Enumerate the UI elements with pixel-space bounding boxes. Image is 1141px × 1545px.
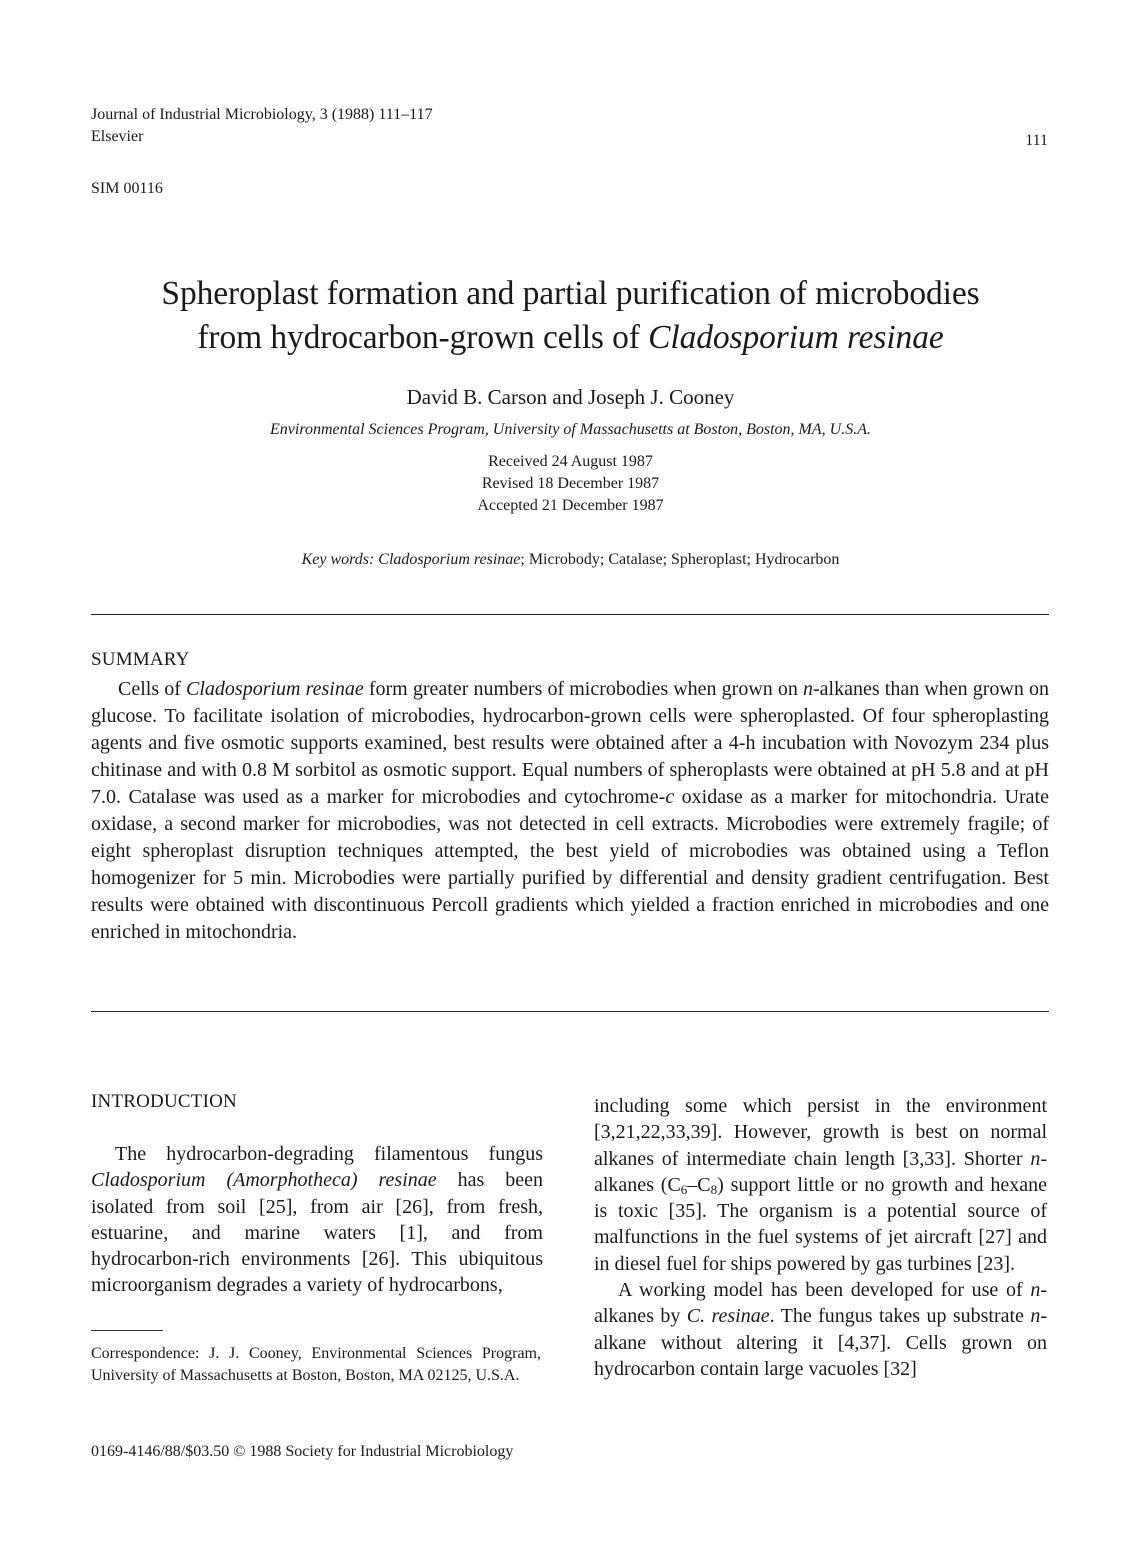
summary-seg-2: form greater numbers of microbodies when grown on xyxy=(363,678,804,700)
introduction-heading: INTRODUCTION xyxy=(91,1091,237,1112)
revised-date: Revised 18 December 1987 xyxy=(481,475,660,492)
received-date: Received 24 August 1987 xyxy=(488,453,653,470)
affiliation: Environmental Sciences Program, University of Massachusetts at Boston, Boston, MA, U.S.A. xyxy=(270,421,871,438)
summary-text xyxy=(91,676,1049,946)
intro-p2-n2: n xyxy=(1030,1305,1041,1328)
intro-right-paragraph-2 xyxy=(594,1277,1047,1382)
issn-copyright: 0169-4146/88/$03.50 © 1988 Society for Industrial Microbiology xyxy=(91,1443,514,1460)
intro-left-seg-2: has been isolated from soil [25], from air [26], from fresh, estuarine, and marine waters [1], and from hydrocarbon-rich environments [26]. This ubiquitous microorganism degrades a variety of hydrocarbons, xyxy=(91,1169,543,1297)
article-code: SIM 00116 xyxy=(91,180,163,197)
intro-left-paragraph xyxy=(91,1141,543,1299)
page-number: 111 xyxy=(1025,132,1048,149)
summary-c: c xyxy=(665,786,675,808)
intro-right-paragraph-1 xyxy=(594,1093,1047,1277)
divider-bottom xyxy=(91,1011,1049,1012)
intro-right-seg-1: including some which persist in the environment [3,21,22,33,39]. However, growth is best on normal alkanes of intermediate chain length [3,33]. Shorter xyxy=(594,1095,1047,1170)
summary-seg-3: -alkanes than when grown on glucose. To facilitate isolation of microbodies, hydrocarbon-grown cells were spheroplasted. Of four spheroplasting agents and five osmotic supports examined, best results were obtained after a 4-h incubation with Novozym 234 plus chitinase and with 0.8 M sorbitol as osmotic support. Equal numbers of spheroplasts were obtained at pH 5.8 and at pH 7.0. Catalase was used as a marker for microbodies and cytochrome- xyxy=(91,678,1049,808)
intro-species: Cladosporium (Amorphotheca) resinae xyxy=(91,1169,437,1192)
intro-left-seg-1: The hydrocarbon-degrading filamentous fungus xyxy=(115,1143,543,1165)
intro-p2-seg-a: A working model has been developed for use of xyxy=(618,1279,1031,1302)
keywords-list: ; Microbody; Catalase; Spheroplast; Hydrocarbon xyxy=(520,551,840,568)
summary-species: Cladosporium resinae xyxy=(186,678,364,700)
title-species: Cladosporium resinae xyxy=(648,319,944,356)
title-line-2 xyxy=(60,316,1081,360)
intro-p2-n: n xyxy=(1030,1279,1041,1302)
footnote-rule xyxy=(91,1330,163,1331)
summary-seg-4: oxidase as a marker for mitochondria. Urate oxidase, a second marker for microbodies, was not detected in cell extracts. Microbodies were extremely fragile; of eight spheroplast disruption techniques attempted, the best yield of microbodies was obtained using a Teflon homogenizer for 5 min. Microbodies were partially purified by differential and density gradient centrifugation. Best results were obtained with discontinuous Percoll gradients which yielded a fraction enriched in microbodies and one enriched in mitochondria. xyxy=(91,786,1049,943)
divider-top xyxy=(91,614,1049,615)
title-line-2-text: from hydrocarbon-grown cells of xyxy=(197,319,649,356)
summary-n: n xyxy=(803,678,814,700)
intro-p2-species: C. resinae xyxy=(686,1305,770,1328)
intro-p2-seg-b: -alkanes by xyxy=(594,1279,1047,1328)
summary-seg-1: Cells of xyxy=(118,678,187,700)
keywords-species: Cladosporium resinae xyxy=(378,551,521,568)
intro-right-n: n xyxy=(1030,1147,1041,1170)
title-line-1: Spheroplast formation and partial purification of microbodies xyxy=(161,275,980,312)
authors: David B. Carson and Joseph J. Cooney xyxy=(406,385,735,409)
correspondence-footnote: Correspondence: J. J. Cooney, Environmental Sciences Program, University of Massachusetts at Boston, Boston, MA 02125, U.S.A. xyxy=(91,1345,541,1384)
article-dates xyxy=(0,451,1141,517)
keywords xyxy=(0,549,1141,571)
intro-p2-seg-c: . The fungus takes up substrate xyxy=(769,1305,1031,1328)
accepted-date: Accepted 21 December 1987 xyxy=(477,497,664,514)
article-title xyxy=(60,272,1081,360)
intro-right-seg-4: ) support little or no growth and hexane is toxic [35]. The organism is a potential source of malfunctions in the fuel systems of jet aircraft [27] and in diesel fuel for ships powered by gas turbines [23]. xyxy=(594,1173,1047,1275)
intro-right-seg-3: –C xyxy=(687,1173,711,1196)
keywords-label: Key words: xyxy=(301,551,379,568)
intro-p2-seg-d: -alkane without altering it [4,37]. Cells grown on hydrocarbon contain large vacuoles [32] xyxy=(594,1305,1047,1380)
publisher: Elsevier xyxy=(91,128,144,145)
intro-right-seg-2: -alkanes (C xyxy=(594,1147,1047,1196)
intro-right-column xyxy=(594,1093,1047,1382)
subscript-6: 6 xyxy=(680,1181,688,1197)
journal-citation: Journal of Industrial Microbiology, 3 (1988) 111–117 xyxy=(91,106,433,123)
subscript-8: 8 xyxy=(710,1181,718,1197)
summary-heading: SUMMARY xyxy=(91,649,190,670)
